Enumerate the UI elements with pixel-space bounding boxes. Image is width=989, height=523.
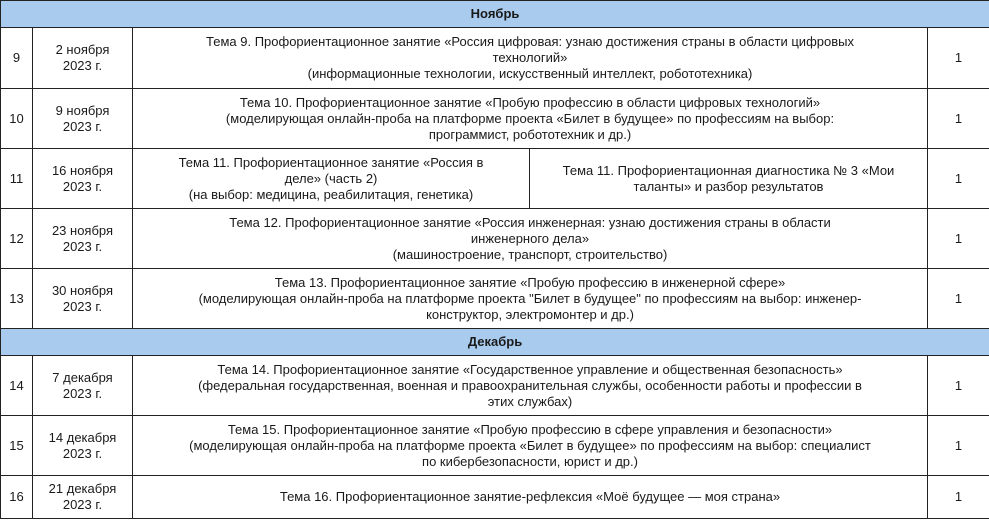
lesson-topic: Тема 14. Профориентационное занятие «Государственное управление и общественная безопасность» (федеральная государственная, военная и правоохранительная службы, особенности работы и профессии в этих службах) xyxy=(133,356,928,416)
lesson-date: 16 ноября 2023 г. xyxy=(33,149,133,209)
lesson-hours: 1 xyxy=(928,149,989,209)
table-row xyxy=(1,209,989,269)
lesson-hours: 1 xyxy=(928,89,989,149)
table-row xyxy=(1,476,989,519)
lesson-topic-option-b: Тема 11. Профориентационная диагностика № 3 «Мои таланты» и разбор результатов xyxy=(530,149,928,209)
table-row xyxy=(1,356,989,416)
lesson-topic: Тема 12. Профориентационное занятие «Россия инженерная: узнаю достижения страны в области инженерного дела» (машиностроение, транспорт, строительство) xyxy=(133,209,928,269)
table-row xyxy=(1,269,989,329)
lesson-hours: 1 xyxy=(928,269,989,329)
lesson-date: 23 ноября 2023 г. xyxy=(33,209,133,269)
lesson-date: 14 декабря 2023 г. xyxy=(33,416,133,476)
month-header: Ноябрь xyxy=(1,1,989,28)
table-row xyxy=(1,416,989,476)
table-row xyxy=(1,149,989,209)
lesson-number: 14 xyxy=(1,356,33,416)
lesson-number: 15 xyxy=(1,416,33,476)
lesson-topic-option-a: Тема 11. Профориентационное занятие «Россия в деле» (часть 2) (на выбор: медицина, реабилитация, генетика) xyxy=(133,149,530,209)
lesson-date: 2 ноября 2023 г. xyxy=(33,28,133,89)
lesson-date: 21 декабря 2023 г. xyxy=(33,476,133,519)
lesson-date: 9 ноября 2023 г. xyxy=(33,89,133,149)
lesson-hours: 1 xyxy=(928,416,989,476)
lesson-topic: Тема 16. Профориентационное занятие-рефлексия «Моё будущее — моя страна» xyxy=(133,476,928,519)
lesson-hours: 1 xyxy=(928,356,989,416)
month-header: Декабрь xyxy=(1,329,989,356)
month-row-december xyxy=(1,329,989,356)
lesson-number: 11 xyxy=(1,149,33,209)
lesson-number: 10 xyxy=(1,89,33,149)
table-row xyxy=(1,28,989,89)
lesson-topic: Тема 10. Профориентационное занятие «Пробую профессию в области цифровых технологий» (моделирующая онлайн-проба на платформе проекта «Билет в будущее» по профессиям на выбор: программист, робототехник и др.) xyxy=(133,89,928,149)
lesson-hours: 1 xyxy=(928,28,989,89)
lesson-hours: 1 xyxy=(928,209,989,269)
lesson-date: 30 ноября 2023 г. xyxy=(33,269,133,329)
lesson-number: 13 xyxy=(1,269,33,329)
lesson-number: 9 xyxy=(1,28,33,89)
lesson-number: 16 xyxy=(1,476,33,519)
lesson-number: 12 xyxy=(1,209,33,269)
month-row-november xyxy=(1,1,989,28)
lesson-date: 7 декабря 2023 г. xyxy=(33,356,133,416)
table-row xyxy=(1,89,989,149)
lesson-topic: Тема 15. Профориентационное занятие «Пробую профессию в сфере управления и безопасности» (моделирующая онлайн-проба на платформе проекта «Билет в будущее» по профессиям на выбор: специалист по кибербезопасности, юрист и др.) xyxy=(133,416,928,476)
lesson-topic: Тема 9. Профориентационное занятие «Россия цифровая: узнаю достижения страны в области цифровых технологий» (информационные технологии, искусственный интеллект, робототехника) xyxy=(133,28,928,89)
lesson-topic: Тема 13. Профориентационное занятие «Пробую профессию в инженерной сфере» (моделирующая онлайн-проба на платформе проекта "Билет в будущее" по профессиям на выбор: инженер- конструктор, электромонтер и др.) xyxy=(133,269,928,329)
lesson-hours: 1 xyxy=(928,476,989,519)
